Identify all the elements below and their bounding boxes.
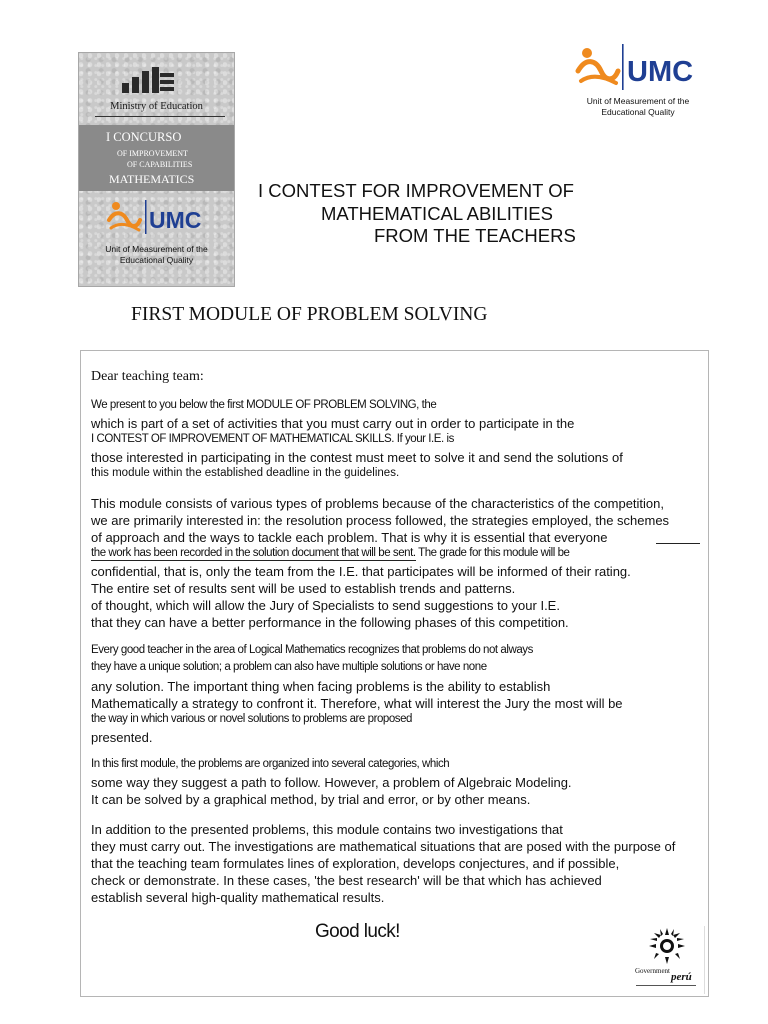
header-unit-line: Educational Quality	[601, 107, 675, 117]
cover-logo-text: UMC	[149, 207, 202, 233]
letter-line-tail: The grade for this module will be	[418, 547, 570, 559]
cover-title-line: MATHEMATICS	[109, 172, 195, 186]
letter-line: In this first module, the problems are organized into several categories, which	[91, 758, 450, 770]
letter-line: this module within the established deadline in the guidelines.	[91, 467, 400, 479]
letter-line: establish several high-quality mathematical results.	[91, 890, 385, 905]
letter-line: This module consists of various types of problems because of the characteristics of the competition,	[91, 496, 664, 511]
closing-good-luck: Good luck!	[315, 921, 400, 942]
letter-line: the way in which various or novel solutions to problems are proposed	[91, 713, 412, 725]
bar-chart-icon	[122, 67, 174, 93]
letter-line: I CONTEST OF IMPROVEMENT OF MATHEMATICAL SKILLS. If your I.E. is	[91, 433, 454, 445]
cover-unit-caption	[79, 244, 234, 266]
fill-in-blank	[656, 543, 700, 544]
letter-line: Mathematically a strategy to confront it. Therefore, what will interest the Jury the most will be	[91, 696, 623, 711]
letter-line: We present to you below the first MODULE OF PROBLEM SOLVING, the	[91, 399, 437, 411]
letter-line: In addition to the presented problems, this module contains two investigations that	[91, 822, 563, 837]
module-cover-image	[78, 52, 235, 287]
letter-line: confidential, that is, only the team from the I.E. that participates will be informed of their rating.	[91, 564, 631, 579]
letter-line: they must carry out. The investigations are mathematical situations that are posed with the purpose of	[91, 839, 676, 854]
letter-line: that they can have a better performance in the following phases of this competition.	[91, 615, 569, 630]
government-emblem-icon	[646, 926, 688, 966]
header-logo-text: UMC	[627, 56, 694, 88]
letter-line: presented.	[91, 730, 153, 745]
letter-line: It can be solved by a graphical method, by trial and error, or by other means.	[91, 792, 531, 807]
letter-line: Every good teacher in the area of Logical Mathematics recognizes that problems do not always	[91, 644, 533, 656]
letter-line: of approach and the ways to tackle each problem. That is why it is essential that everyone	[91, 530, 608, 545]
underlined-phrase: the work has been recorded in the solution document that will be sent.	[91, 547, 416, 559]
cover-unit-line: Educational Quality	[119, 255, 194, 265]
header-unit-line: Unit of Measurement of the	[586, 96, 690, 106]
umc-logo-icon	[575, 43, 695, 95]
government-seal	[632, 926, 705, 994]
letter-line: some way they suggest a path to follow. However, a problem of Algebraic Modeling.	[91, 775, 572, 790]
letter-line: that the teaching team formulates lines of exploration, develops conjectures, and if possible,	[91, 856, 620, 871]
contest-title-line: I CONTEST FOR IMPROVEMENT OF	[258, 180, 574, 201]
contest-title-line: FROM THE TEACHERS	[374, 225, 576, 246]
cover-title-band	[79, 125, 234, 191]
letter-salutation: Dear teaching team:	[91, 369, 204, 384]
cover-title-line: OF CAPABILITIES	[127, 160, 193, 169]
seal-divider	[636, 985, 696, 986]
government-country: perú	[671, 971, 692, 983]
letter-line: check or demonstrate. In these cases, 'the best research' will be that which has achieved	[91, 873, 602, 888]
umc-logo-icon	[107, 198, 207, 238]
header-unit-caption	[572, 96, 704, 118]
letter-line: which is part of a set of activities that you must carry out in order to participate in the	[91, 416, 575, 431]
letter-line: we are primarily interested in: the resolution process followed, the strategies employed, the schemes	[91, 513, 670, 528]
cover-title-line: I CONCURSO	[106, 130, 182, 144]
cover-divider	[95, 116, 225, 117]
letter-line: they have a unique solution; a problem can also have multiple solutions or have none	[91, 661, 487, 673]
letter-line	[91, 548, 569, 560]
cover-title-line: OF IMPROVEMENT	[117, 149, 188, 158]
contest-title-line: MATHEMATICAL ABILITIES	[321, 203, 553, 224]
government-label: Government	[635, 967, 670, 975]
letter-line: any solution. The important thing when facing problems is the ability to establish	[91, 679, 551, 694]
letter-line: of thought, which will allow the Jury of Specialists to send suggestions to your I.E.	[91, 598, 560, 613]
letter-line: The entire set of results sent will be used to establish trends and patterns.	[91, 581, 516, 596]
letter-line: those interested in participating in the contest must meet to solve it and send the solutions of	[91, 450, 623, 465]
cover-ministry-label: Ministry of Education	[110, 101, 203, 112]
cover-unit-line: Unit of Measurement of the	[105, 244, 208, 254]
module-subtitle: FIRST MODULE OF PROBLEM SOLVING	[131, 304, 488, 325]
